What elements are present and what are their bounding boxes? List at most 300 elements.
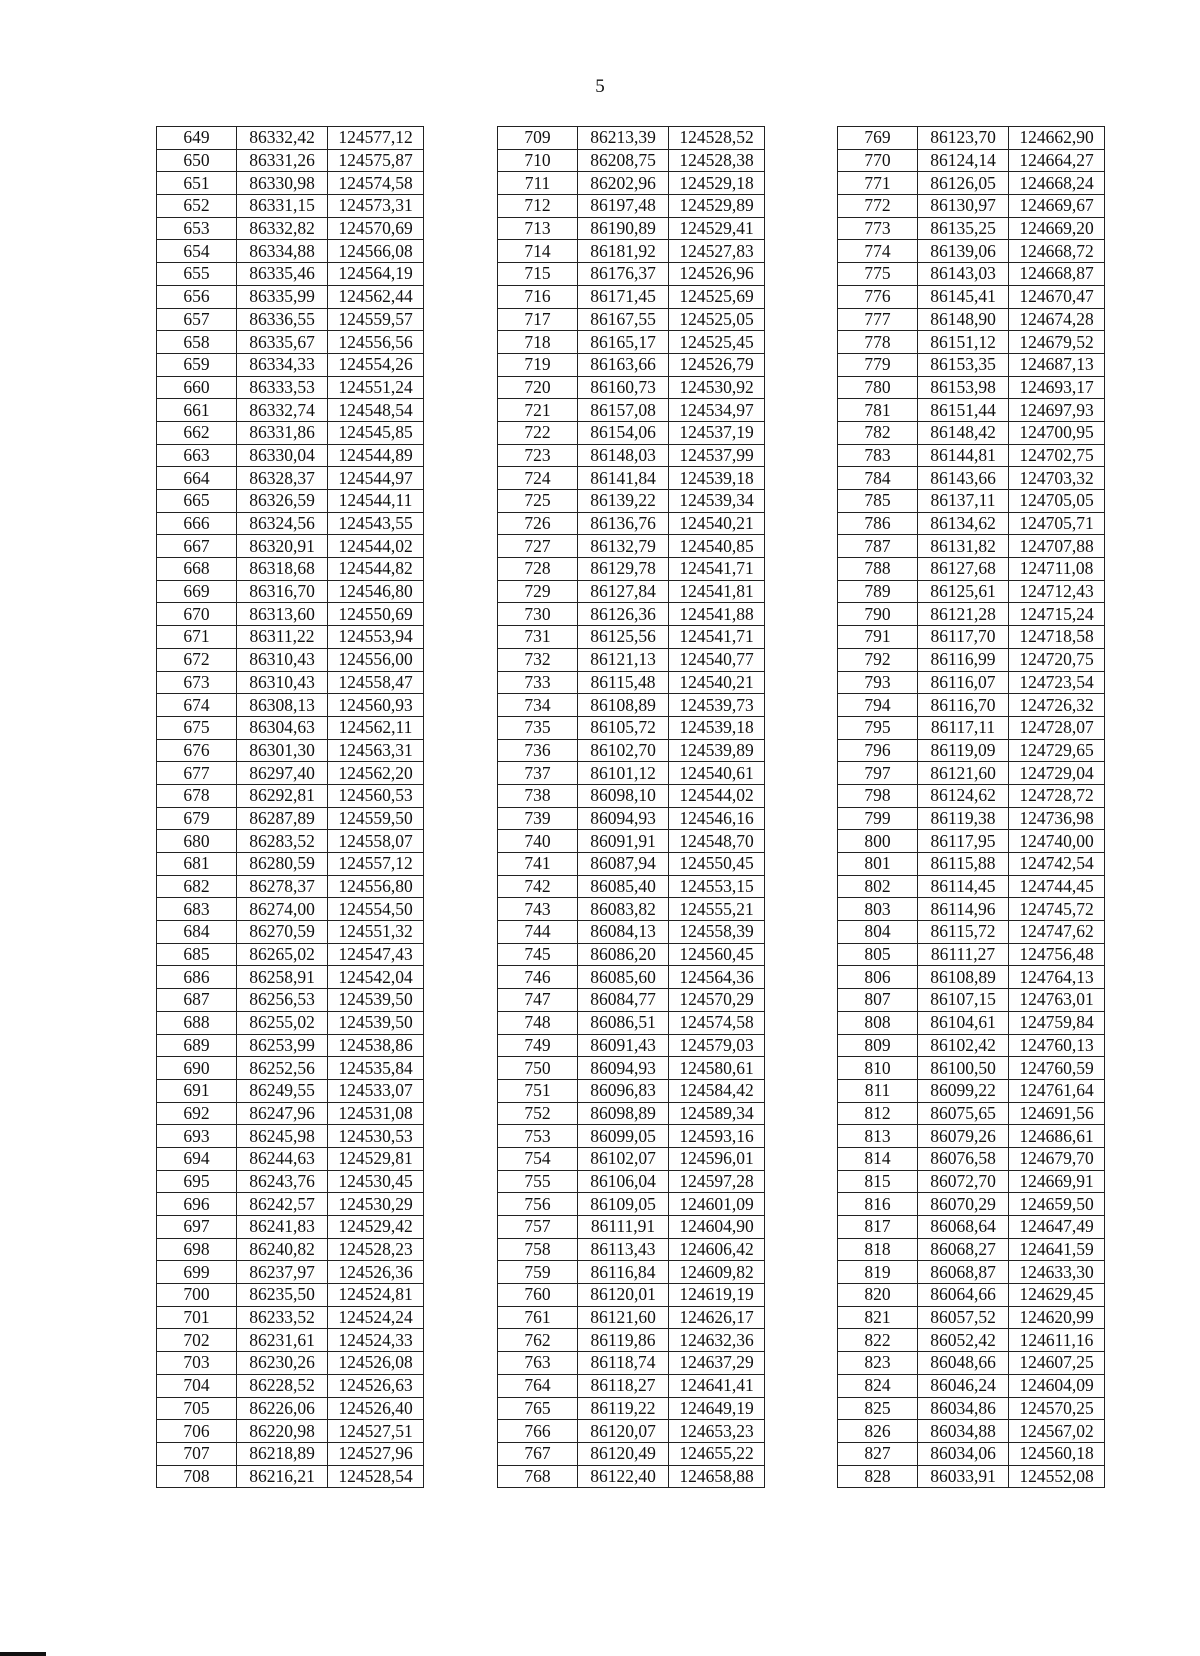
table-row	[498, 1420, 765, 1443]
point-number-cell: 772	[838, 195, 918, 218]
y-coordinate-cell: 124691,56	[1009, 1102, 1105, 1125]
point-number-cell: 701	[157, 1306, 237, 1329]
x-coordinate-cell: 86332,74	[237, 399, 328, 422]
table-row	[157, 467, 424, 490]
point-number-cell: 662	[157, 421, 237, 444]
table-row	[157, 331, 424, 354]
point-number-cell: 804	[838, 921, 918, 944]
y-coordinate-cell: 124579,03	[669, 1034, 765, 1057]
point-number-cell: 764	[498, 1374, 578, 1397]
table-row	[498, 1034, 765, 1057]
y-coordinate-cell: 124560,53	[328, 784, 424, 807]
y-coordinate-cell: 124655,22	[669, 1442, 765, 1465]
x-coordinate-cell: 86253,99	[237, 1034, 328, 1057]
y-coordinate-cell: 124728,07	[1009, 716, 1105, 739]
point-number-cell: 680	[157, 830, 237, 853]
y-coordinate-cell: 124740,00	[1009, 830, 1105, 853]
y-coordinate-cell: 124540,61	[669, 762, 765, 785]
y-coordinate-cell: 124542,04	[328, 966, 424, 989]
table-row	[157, 830, 424, 853]
point-number-cell: 723	[498, 444, 578, 467]
x-coordinate-cell: 86139,06	[918, 240, 1009, 263]
x-coordinate-cell: 86098,89	[578, 1102, 669, 1125]
y-coordinate-cell: 124527,96	[328, 1442, 424, 1465]
point-number-cell: 763	[498, 1352, 578, 1375]
point-number-cell: 676	[157, 739, 237, 762]
table-row	[498, 467, 765, 490]
point-number-cell: 757	[498, 1216, 578, 1239]
table-row	[838, 512, 1105, 535]
point-number-cell: 812	[838, 1102, 918, 1125]
x-coordinate-cell: 86336,55	[237, 308, 328, 331]
x-coordinate-cell: 86297,40	[237, 762, 328, 785]
point-number-cell: 682	[157, 875, 237, 898]
point-number-cell: 749	[498, 1034, 578, 1057]
y-coordinate-cell: 124629,45	[1009, 1284, 1105, 1307]
table-row	[498, 921, 765, 944]
y-coordinate-cell: 124761,64	[1009, 1079, 1105, 1102]
x-coordinate-cell: 86102,07	[578, 1147, 669, 1170]
point-number-cell: 792	[838, 648, 918, 671]
y-coordinate-cell: 124718,58	[1009, 626, 1105, 649]
table-row	[498, 1306, 765, 1329]
table-row	[838, 739, 1105, 762]
y-coordinate-cell: 124653,23	[669, 1420, 765, 1443]
table-row	[157, 1034, 424, 1057]
table-row	[157, 1079, 424, 1102]
table-row	[157, 1420, 424, 1443]
y-coordinate-cell: 124674,28	[1009, 308, 1105, 331]
table-row	[498, 943, 765, 966]
x-coordinate-cell: 86113,43	[578, 1238, 669, 1261]
coordinates-table-1	[156, 126, 424, 1488]
y-coordinate-cell: 124575,87	[328, 149, 424, 172]
point-number-cell: 823	[838, 1352, 918, 1375]
table-row	[157, 1374, 424, 1397]
point-number-cell: 694	[157, 1147, 237, 1170]
x-coordinate-cell: 86102,42	[918, 1034, 1009, 1057]
y-coordinate-cell: 124554,26	[328, 353, 424, 376]
x-coordinate-cell: 86094,93	[578, 807, 669, 830]
y-coordinate-cell: 124744,45	[1009, 875, 1105, 898]
x-coordinate-cell: 86121,60	[578, 1306, 669, 1329]
y-coordinate-cell: 124562,11	[328, 716, 424, 739]
x-coordinate-cell: 86048,66	[918, 1352, 1009, 1375]
y-coordinate-cell: 124529,89	[669, 195, 765, 218]
point-number-cell: 654	[157, 240, 237, 263]
x-coordinate-cell: 86033,91	[918, 1465, 1009, 1488]
point-number-cell: 674	[157, 694, 237, 717]
point-number-cell: 755	[498, 1170, 578, 1193]
table-row	[157, 444, 424, 467]
x-coordinate-cell: 86100,50	[918, 1057, 1009, 1080]
x-coordinate-cell: 86118,74	[578, 1352, 669, 1375]
x-coordinate-cell: 86335,46	[237, 263, 328, 286]
point-number-cell: 698	[157, 1238, 237, 1261]
x-coordinate-cell: 86242,57	[237, 1193, 328, 1216]
point-number-cell: 766	[498, 1420, 578, 1443]
y-coordinate-cell: 124540,21	[669, 671, 765, 694]
y-coordinate-cell: 124641,59	[1009, 1238, 1105, 1261]
x-coordinate-cell: 86148,42	[918, 421, 1009, 444]
y-coordinate-cell: 124539,18	[669, 716, 765, 739]
y-coordinate-cell: 124702,75	[1009, 444, 1105, 467]
table-row	[498, 966, 765, 989]
point-number-cell: 700	[157, 1284, 237, 1307]
y-coordinate-cell: 124570,25	[1009, 1397, 1105, 1420]
table-row	[838, 195, 1105, 218]
table-row	[157, 558, 424, 581]
point-number-cell: 710	[498, 149, 578, 172]
x-coordinate-cell: 86034,06	[918, 1442, 1009, 1465]
y-coordinate-cell: 124669,67	[1009, 195, 1105, 218]
point-number-cell: 797	[838, 762, 918, 785]
point-number-cell: 767	[498, 1442, 578, 1465]
x-coordinate-cell: 86145,41	[918, 285, 1009, 308]
table-row	[157, 127, 424, 150]
table-row	[157, 853, 424, 876]
point-number-cell: 796	[838, 739, 918, 762]
table-row	[157, 1102, 424, 1125]
x-coordinate-cell: 86335,67	[237, 331, 328, 354]
table-row	[498, 1261, 765, 1284]
table-row	[498, 535, 765, 558]
table-row	[157, 149, 424, 172]
x-coordinate-cell: 86137,11	[918, 490, 1009, 513]
point-number-cell: 737	[498, 762, 578, 785]
point-number-cell: 770	[838, 149, 918, 172]
table-row	[838, 898, 1105, 921]
table-row	[498, 512, 765, 535]
x-coordinate-cell: 86108,89	[578, 694, 669, 717]
x-coordinate-cell: 86240,82	[237, 1238, 328, 1261]
table-row	[498, 626, 765, 649]
point-number-cell: 738	[498, 784, 578, 807]
table-row	[838, 467, 1105, 490]
y-coordinate-cell: 124550,69	[328, 603, 424, 626]
y-coordinate-cell: 124562,20	[328, 762, 424, 785]
table-row	[157, 580, 424, 603]
y-coordinate-cell: 124545,85	[328, 421, 424, 444]
y-coordinate-cell: 124707,88	[1009, 535, 1105, 558]
table-row	[838, 921, 1105, 944]
y-coordinate-cell: 124566,08	[328, 240, 424, 263]
y-coordinate-cell: 124530,53	[328, 1125, 424, 1148]
table-row	[838, 1216, 1105, 1239]
table-row	[157, 308, 424, 331]
point-number-cell: 691	[157, 1079, 237, 1102]
point-number-cell: 761	[498, 1306, 578, 1329]
point-number-cell: 826	[838, 1420, 918, 1443]
point-number-cell: 649	[157, 127, 237, 150]
point-number-cell: 686	[157, 966, 237, 989]
point-number-cell: 689	[157, 1034, 237, 1057]
table-row	[157, 671, 424, 694]
y-coordinate-cell: 124538,86	[328, 1034, 424, 1057]
y-coordinate-cell: 124548,54	[328, 399, 424, 422]
y-coordinate-cell: 124728,72	[1009, 784, 1105, 807]
y-coordinate-cell: 124604,09	[1009, 1374, 1105, 1397]
table-row	[157, 943, 424, 966]
table-row	[157, 1306, 424, 1329]
y-coordinate-cell: 124544,89	[328, 444, 424, 467]
y-coordinate-cell: 124553,15	[669, 875, 765, 898]
x-coordinate-cell: 86096,83	[578, 1079, 669, 1102]
point-number-cell: 819	[838, 1261, 918, 1284]
table-row	[838, 1079, 1105, 1102]
table-row	[157, 1147, 424, 1170]
y-coordinate-cell: 124528,38	[669, 149, 765, 172]
x-coordinate-cell: 86107,15	[918, 989, 1009, 1012]
point-number-cell: 727	[498, 535, 578, 558]
x-coordinate-cell: 86237,97	[237, 1261, 328, 1284]
y-coordinate-cell: 124560,18	[1009, 1442, 1105, 1465]
point-number-cell: 707	[157, 1442, 237, 1465]
point-number-cell: 827	[838, 1442, 918, 1465]
x-coordinate-cell: 86105,72	[578, 716, 669, 739]
x-coordinate-cell: 86121,60	[918, 762, 1009, 785]
y-coordinate-cell: 124715,24	[1009, 603, 1105, 626]
point-number-cell: 733	[498, 671, 578, 694]
y-coordinate-cell: 124560,93	[328, 694, 424, 717]
x-coordinate-cell: 86119,22	[578, 1397, 669, 1420]
x-coordinate-cell: 86157,08	[578, 399, 669, 422]
y-coordinate-cell: 124551,24	[328, 376, 424, 399]
table-row	[498, 127, 765, 150]
point-number-cell: 681	[157, 853, 237, 876]
point-number-cell: 782	[838, 421, 918, 444]
table-row	[498, 716, 765, 739]
x-coordinate-cell: 86330,04	[237, 444, 328, 467]
y-coordinate-cell: 124703,32	[1009, 467, 1105, 490]
point-number-cell: 754	[498, 1147, 578, 1170]
coordinates-table-2	[497, 126, 765, 1488]
table-row	[157, 739, 424, 762]
y-coordinate-cell: 124764,13	[1009, 966, 1105, 989]
point-number-cell: 768	[498, 1465, 578, 1488]
table-row	[157, 762, 424, 785]
point-number-cell: 735	[498, 716, 578, 739]
point-number-cell: 726	[498, 512, 578, 535]
x-coordinate-cell: 86068,87	[918, 1261, 1009, 1284]
x-coordinate-cell: 86131,82	[918, 535, 1009, 558]
table-row	[838, 331, 1105, 354]
point-number-cell: 742	[498, 875, 578, 898]
x-coordinate-cell: 86151,44	[918, 399, 1009, 422]
table-row	[157, 807, 424, 830]
table-row	[498, 353, 765, 376]
table-row	[498, 671, 765, 694]
point-number-cell: 790	[838, 603, 918, 626]
table-row	[498, 263, 765, 286]
table-row	[838, 626, 1105, 649]
point-number-cell: 748	[498, 1011, 578, 1034]
table-row	[498, 1147, 765, 1170]
y-coordinate-cell: 124544,02	[328, 535, 424, 558]
table-row	[498, 1125, 765, 1148]
x-coordinate-cell: 86072,70	[918, 1170, 1009, 1193]
x-coordinate-cell: 86064,66	[918, 1284, 1009, 1307]
point-number-cell: 810	[838, 1057, 918, 1080]
x-coordinate-cell: 86117,11	[918, 716, 1009, 739]
y-coordinate-cell: 124611,16	[1009, 1329, 1105, 1352]
table-row	[838, 694, 1105, 717]
point-number-cell: 807	[838, 989, 918, 1012]
table-row	[838, 989, 1105, 1012]
table-row	[838, 1442, 1105, 1465]
x-coordinate-cell: 86331,26	[237, 149, 328, 172]
x-coordinate-cell: 86326,59	[237, 490, 328, 513]
point-number-cell: 666	[157, 512, 237, 535]
point-number-cell: 799	[838, 807, 918, 830]
x-coordinate-cell: 86115,88	[918, 853, 1009, 876]
table-row	[498, 580, 765, 603]
x-coordinate-cell: 86313,60	[237, 603, 328, 626]
y-coordinate-cell: 124669,91	[1009, 1170, 1105, 1193]
point-number-cell: 743	[498, 898, 578, 921]
point-number-cell: 708	[157, 1465, 237, 1488]
point-number-cell: 711	[498, 172, 578, 195]
x-coordinate-cell: 86085,60	[578, 966, 669, 989]
x-coordinate-cell: 86116,99	[918, 648, 1009, 671]
y-coordinate-cell: 124760,13	[1009, 1034, 1105, 1057]
y-coordinate-cell: 124662,90	[1009, 127, 1105, 150]
x-coordinate-cell: 86115,48	[578, 671, 669, 694]
scan-edge-mark	[0, 1652, 46, 1656]
x-coordinate-cell: 86120,01	[578, 1284, 669, 1307]
y-coordinate-cell: 124541,71	[669, 626, 765, 649]
x-coordinate-cell: 86087,94	[578, 853, 669, 876]
y-coordinate-cell: 124556,56	[328, 331, 424, 354]
point-number-cell: 693	[157, 1125, 237, 1148]
table-row	[498, 762, 765, 785]
point-number-cell: 699	[157, 1261, 237, 1284]
table-row	[838, 1465, 1105, 1488]
y-coordinate-cell: 124528,52	[669, 127, 765, 150]
x-coordinate-cell: 86331,86	[237, 421, 328, 444]
point-number-cell: 732	[498, 648, 578, 671]
x-coordinate-cell: 86220,98	[237, 1420, 328, 1443]
point-number-cell: 670	[157, 603, 237, 626]
table-row	[838, 1352, 1105, 1375]
y-coordinate-cell: 124537,99	[669, 444, 765, 467]
point-number-cell: 813	[838, 1125, 918, 1148]
y-coordinate-cell: 124601,09	[669, 1193, 765, 1216]
point-number-cell: 695	[157, 1170, 237, 1193]
point-number-cell: 685	[157, 943, 237, 966]
point-number-cell: 692	[157, 1102, 237, 1125]
y-coordinate-cell: 124539,73	[669, 694, 765, 717]
y-coordinate-cell: 124555,21	[669, 898, 765, 921]
y-coordinate-cell: 124560,45	[669, 943, 765, 966]
x-coordinate-cell: 86124,62	[918, 784, 1009, 807]
y-coordinate-cell: 124606,42	[669, 1238, 765, 1261]
y-coordinate-cell: 124563,31	[328, 739, 424, 762]
x-coordinate-cell: 86163,66	[578, 353, 669, 376]
y-coordinate-cell: 124525,45	[669, 331, 765, 354]
y-coordinate-cell: 124632,36	[669, 1329, 765, 1352]
table-row	[838, 1034, 1105, 1057]
table-row	[498, 1079, 765, 1102]
point-number-cell: 805	[838, 943, 918, 966]
point-number-cell: 822	[838, 1329, 918, 1352]
x-coordinate-cell: 86111,27	[918, 943, 1009, 966]
x-coordinate-cell: 86316,70	[237, 580, 328, 603]
x-coordinate-cell: 86102,70	[578, 739, 669, 762]
x-coordinate-cell: 86310,43	[237, 648, 328, 671]
x-coordinate-cell: 86244,63	[237, 1147, 328, 1170]
x-coordinate-cell: 86216,21	[237, 1465, 328, 1488]
x-coordinate-cell: 86245,98	[237, 1125, 328, 1148]
point-number-cell: 660	[157, 376, 237, 399]
table-row	[838, 1261, 1105, 1284]
table-row	[498, 172, 765, 195]
y-coordinate-cell: 124528,23	[328, 1238, 424, 1261]
y-coordinate-cell: 124543,55	[328, 512, 424, 535]
point-number-cell: 752	[498, 1102, 578, 1125]
point-number-cell: 781	[838, 399, 918, 422]
x-coordinate-cell: 86127,68	[918, 558, 1009, 581]
y-coordinate-cell: 124693,17	[1009, 376, 1105, 399]
point-number-cell: 787	[838, 535, 918, 558]
y-coordinate-cell: 124531,08	[328, 1102, 424, 1125]
point-number-cell: 828	[838, 1465, 918, 1488]
y-coordinate-cell: 124711,08	[1009, 558, 1105, 581]
x-coordinate-cell: 86165,17	[578, 331, 669, 354]
x-coordinate-cell: 86119,86	[578, 1329, 669, 1352]
table-row	[498, 784, 765, 807]
point-number-cell: 659	[157, 353, 237, 376]
point-number-cell: 802	[838, 875, 918, 898]
y-coordinate-cell: 124604,90	[669, 1216, 765, 1239]
y-coordinate-cell: 124723,54	[1009, 671, 1105, 694]
table-row	[157, 535, 424, 558]
point-number-cell: 815	[838, 1170, 918, 1193]
x-coordinate-cell: 86334,88	[237, 240, 328, 263]
y-coordinate-cell: 124564,36	[669, 966, 765, 989]
table-row	[498, 1352, 765, 1375]
x-coordinate-cell: 86301,30	[237, 739, 328, 762]
y-coordinate-cell: 124747,62	[1009, 921, 1105, 944]
x-coordinate-cell: 86176,37	[578, 263, 669, 286]
table-row	[157, 921, 424, 944]
table-row	[498, 807, 765, 830]
table-row	[157, 1238, 424, 1261]
table-row	[157, 1284, 424, 1307]
x-coordinate-cell: 86190,89	[578, 217, 669, 240]
table-row	[498, 1011, 765, 1034]
point-number-cell: 678	[157, 784, 237, 807]
y-coordinate-cell: 124759,84	[1009, 1011, 1105, 1034]
y-coordinate-cell: 124626,17	[669, 1306, 765, 1329]
table-row	[157, 512, 424, 535]
x-coordinate-cell: 86101,12	[578, 762, 669, 785]
table-row	[498, 1284, 765, 1307]
point-number-cell: 779	[838, 353, 918, 376]
y-coordinate-cell: 124527,83	[669, 240, 765, 263]
table-row	[157, 263, 424, 286]
table-row	[838, 1374, 1105, 1397]
point-number-cell: 656	[157, 285, 237, 308]
x-coordinate-cell: 86167,55	[578, 308, 669, 331]
x-coordinate-cell: 86252,56	[237, 1057, 328, 1080]
x-coordinate-cell: 86334,33	[237, 353, 328, 376]
table-row	[498, 1170, 765, 1193]
table-row	[157, 1216, 424, 1239]
point-number-cell: 785	[838, 490, 918, 513]
y-coordinate-cell: 124558,07	[328, 830, 424, 853]
point-number-cell: 661	[157, 399, 237, 422]
